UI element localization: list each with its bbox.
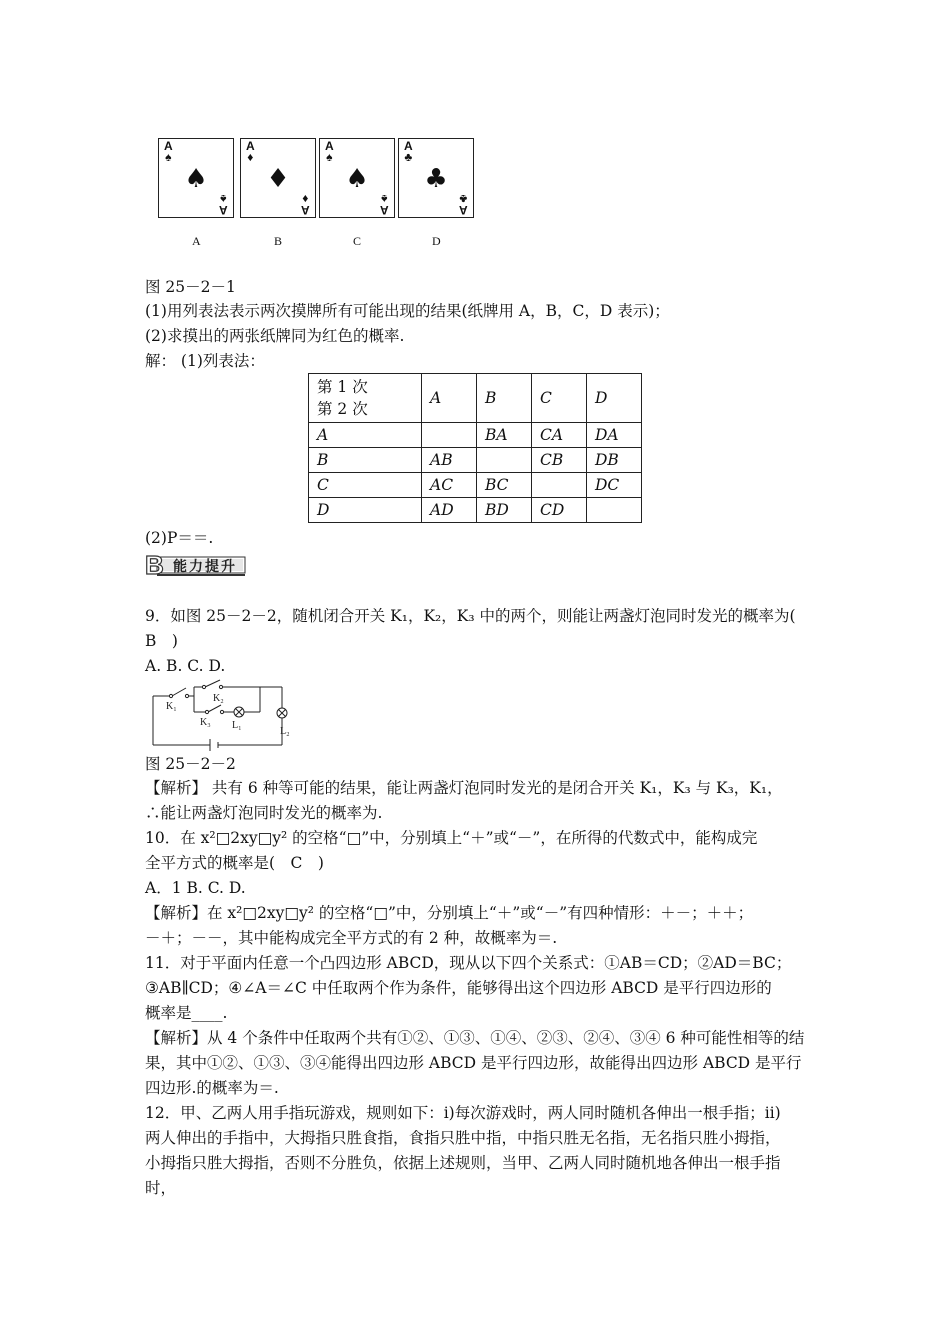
question-11-line-1: 11．对于平面内任意一个凸四边形 ABCD，现从以下四个关系式：①AB＝CD；②AD＝BC； (145, 954, 792, 972)
table-cell: CD (532, 498, 587, 523)
circuit-diagram (148, 679, 300, 751)
table-header-row (309, 374, 642, 423)
card-corner-bottom: A ♠ (219, 192, 228, 217)
question-11-analysis-1: 【解析】从 4 个条件中任取两个共有①②、①③、①④、②③、②④、③④ 6 种可能性相等的结 (145, 1029, 805, 1047)
table-corner-cell: 第 1 次 第 2 次 (309, 374, 422, 423)
card-corner-top: A ♣ (404, 139, 413, 164)
diamond-icon: ♦ (302, 192, 309, 206)
row-header: A (309, 423, 422, 448)
banner-letter: B (145, 550, 164, 580)
card-d (398, 138, 474, 218)
diamond-icon: ♦ (247, 150, 254, 164)
switch-k1-label: K₁ (166, 701, 177, 712)
club-icon: ♣ (404, 150, 413, 164)
card-corner-bottom: A ♦ (301, 192, 310, 217)
question-11-line-2: ③AB∥CD；④∠A＝∠C 中任取两个作为条件，能够得出这个四边形 ABCD 是平行四边形的 (145, 979, 772, 997)
switch-k2-label: K₂ (213, 693, 224, 704)
solution-part-2: (2)P＝＝. (145, 529, 214, 547)
figure-caption-2: 图 25－2－2 (145, 755, 236, 773)
card-corner-top: A ♦ (246, 139, 255, 164)
row-header: B (309, 448, 422, 473)
spade-icon: ♠ (345, 164, 369, 194)
card-corner-bottom: A ♣ (459, 192, 468, 217)
table-row (309, 473, 642, 498)
question-12-line-4: 时， (145, 1179, 177, 1197)
spade-icon: ♠ (165, 150, 172, 164)
table-cell: AB (422, 448, 477, 473)
question-11-analysis-3: 四边形.的概率为＝. (145, 1079, 279, 1097)
table-cell: AC (422, 473, 477, 498)
switch-k3-label: K₃ (200, 717, 211, 728)
question-12-line-3: 小拇指只胜大拇指，否则不分胜负，依据上述规则，当甲、乙两人同时随机地各伸出一根手指 (145, 1154, 781, 1172)
col-header: D (587, 374, 642, 423)
banner-title: 能力提升 (173, 559, 237, 575)
table-cell: BD (477, 498, 532, 523)
table-cell: AD (422, 498, 477, 523)
question-10-analysis-1: 【解析】在 x²□2xy□y² 的空格“□”中，分别填上“＋”或“－”有四种情形：＋－；＋＋； (145, 904, 754, 922)
card-label-d: D (432, 234, 441, 248)
question-11-analysis-2: 果，其中①②、①③、③④能得出四边形 ABCD 是平行四边形，故能得出四边形 ABCD 是平行 (145, 1054, 802, 1072)
table-cell (422, 423, 477, 448)
question-9-analysis-1: 【解析】 共有 6 种等可能的结果，能让两盏灯泡同时发光的是闭合开关 K₁，K₃ 与 K₃，K₁， (145, 779, 783, 797)
question-10-line-1: 10．在 x²□2xy□y² 的空格“□”中，分别填上“＋”或“－”，在所得的代数式中，能构成完 (145, 829, 758, 847)
question-9-line-1: 9．如图 25－2－2，随机闭合开关 K₁，K₂，K₃ 中的两个，则能让两盏灯泡同时发光的概率为( (145, 607, 796, 625)
row-header: C (309, 473, 422, 498)
table-cell: CB (532, 448, 587, 473)
col-header: B (477, 374, 532, 423)
table-cell (477, 448, 532, 473)
col-header: A (422, 374, 477, 423)
table-cell: DA (587, 423, 642, 448)
question-10-analysis-2: －＋；－－，其中能构成完全平方式的有 2 种，故概率为＝. (145, 929, 558, 947)
solution-intro: 解： (1)列表法： (145, 352, 265, 370)
col-header: C (532, 374, 587, 423)
diamond-icon: ♦ (266, 164, 290, 194)
table-cell: BC (477, 473, 532, 498)
question-part-1: (1)用列表法表示两次摸牌所有可能出现的结果(纸牌用 A，B，C，D 表示)； (145, 302, 670, 320)
row-header: D (309, 498, 422, 523)
question-11-line-3: 概率是____. (145, 1004, 228, 1022)
question-9-analysis-2: ∴能让两盏灯泡同时发光的概率为. (145, 804, 383, 822)
card-c (319, 138, 395, 218)
card-b (240, 138, 316, 218)
lamp-l1-label: L₁ (232, 720, 242, 731)
table-cell: DB (587, 448, 642, 473)
card-corner-top: A ♠ (164, 139, 173, 164)
table-cell: CA (532, 423, 587, 448)
lamp-l2-label: L₂ (280, 726, 290, 737)
club-icon: ♣ (424, 164, 448, 194)
card-label-a: A (192, 234, 201, 248)
table-row (309, 448, 642, 473)
card-corner-top: A ♠ (325, 139, 334, 164)
table-cell: DC (587, 473, 642, 498)
card-a (158, 138, 234, 218)
club-icon: ♣ (459, 192, 468, 206)
table-row (309, 423, 642, 448)
card-corner-bottom: A ♠ (380, 192, 389, 217)
outcome-table (308, 373, 642, 523)
table-row (309, 498, 642, 523)
question-10-options: A．1 B. C. D. (145, 879, 246, 897)
section-banner (145, 550, 247, 580)
spade-icon: ♠ (184, 164, 208, 194)
table-cell (587, 498, 642, 523)
question-10-line-2: 全平方式的概率是( C ) (145, 854, 324, 872)
table-cell: BA (477, 423, 532, 448)
question-part-2: (2)求摸出的两张纸牌同为红色的概率. (145, 327, 405, 345)
table-cell (532, 473, 587, 498)
card-label-c: C (353, 234, 362, 248)
spade-icon: ♠ (220, 192, 227, 206)
spade-icon: ♠ (381, 192, 388, 206)
card-label-b: B (274, 234, 283, 248)
figure-caption-1: 图 25－2－1 (145, 278, 236, 296)
question-12-line-2: 两人伸出的手指中，大拇指只胜食指，食指只胜中指，中指只胜无名指，无名指只胜小拇指， (145, 1129, 781, 1147)
question-9-line-2: B ) (145, 632, 178, 650)
question-12-line-1: 12．甲、乙两人用手指玩游戏，规则如下：ⅰ)每次游戏时，两人同时随机各伸出一根手指；ⅱ) (145, 1104, 781, 1122)
question-9-options: A. B. C. D. (145, 657, 226, 675)
spade-icon: ♠ (326, 150, 333, 164)
